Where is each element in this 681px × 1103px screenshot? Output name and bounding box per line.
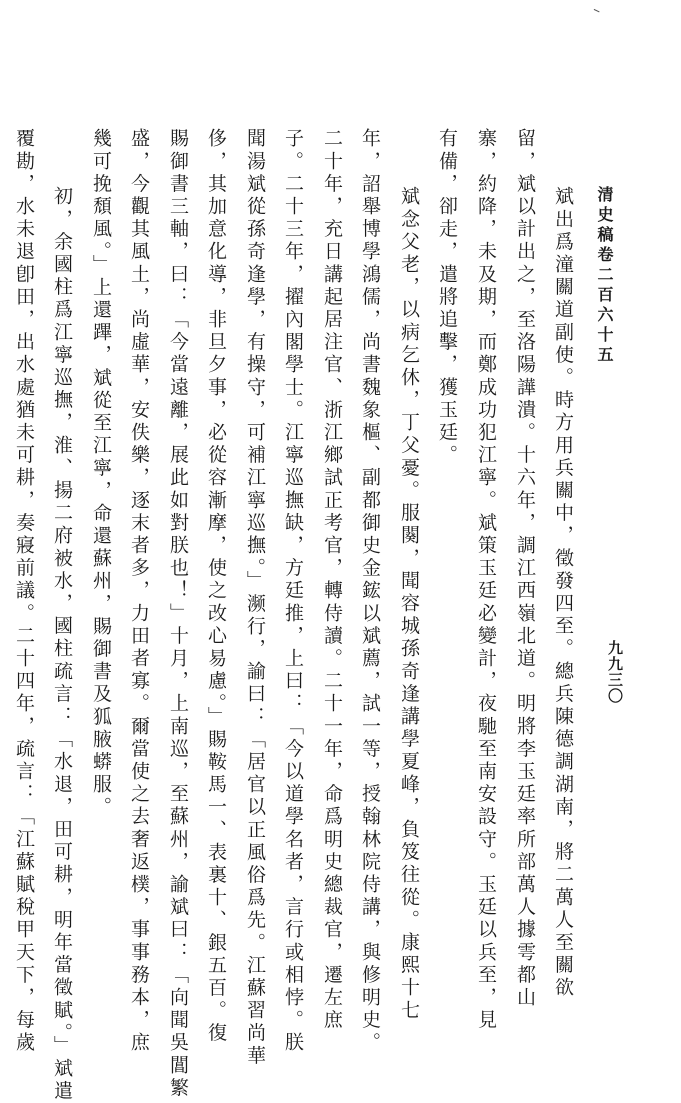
text-column-10: 侈，其加意化導，非旦夕事，必從容漸摩，使之改心易慮。」賜鞍馬一、表裏十、銀五百。復 bbox=[205, 128, 227, 1046]
text-column-8: 子。二十三年，擢內閣學士。江寧巡撫缺，方廷推，上曰：「今以道學名者，言行或相悖。朕 bbox=[282, 128, 304, 1055]
text-column-6: 年，詔舉博學鴻儒，尚書魏象樞、副都御史金鋐以斌薦，試一等，授翰林院侍講，與修明史。 bbox=[359, 128, 381, 1055]
running-title: 清史稿卷二百六十五 bbox=[595, 186, 614, 366]
text-column-12: 盛，今觀其風土，尚虛華，安佚樂，逐末者多，力田者寡。爾當使之去奢返樸，事事務本，庶 bbox=[128, 128, 150, 1055]
text-column-9: 聞湯斌從孫奇逢學，有操守，可補江寧巡撫。」濒行，諭曰：「居官以正風俗爲先。江蘇習尚華 bbox=[244, 128, 266, 1068]
text-column-1: 斌出爲潼關道副使。時方用兵關中，徵發四至。總兵陳德調湖南，將二萬人至關欲 bbox=[552, 186, 574, 1000]
text-column-13: 幾可挽頹風。」上還蹕，斌從至江寧，命還蘇州，賜御書及狐腋蟒服。 bbox=[90, 128, 112, 820]
text-column-2: 留，斌以計出之，至洛陽譁潰。十六年，調江西嶺北道。明將李玉廷率所部萬人據雩都山 bbox=[514, 128, 536, 1010]
scan-mark bbox=[592, 9, 599, 15]
text-column-11: 賜御書三軸，曰：「今當遠離，展此如對朕也！」十月，上南巡，至蘇州，諭斌曰：「向聞吳閶繁 bbox=[167, 128, 189, 1100]
text-column-15: 覆勘，水未退卽田，出水處猶未可耕，奏寢前議。二十四年，疏言：「江蘇賦稅甲天下，每歲 bbox=[13, 128, 35, 1055]
text-column-14: 初，余國柱爲江寧巡撫，淮、揚二府被水，國柱疏言：「水退，田可耕，明年當徵賦。」斌遣 bbox=[51, 186, 73, 1103]
text-column-7: 二十年，充日講起居注官、浙江鄉試正考官，轉侍讀。二十一年，命爲明史總裁官，遷左庶 bbox=[321, 128, 343, 1032]
text-column-5: 斌念父老，以病乞休，丁父憂。服闋，聞容城孫奇逢講學夏峰，負笈往從。康熙十七 bbox=[398, 186, 420, 1023]
page-number: 九九三〇 bbox=[606, 640, 624, 704]
text-column-3: 寨，約降，未及期，而鄭成功犯江寧。斌策玉廷必變計，夜馳至南安設守。玉廷以兵至，見 bbox=[475, 128, 497, 1032]
text-column-4: 有備，卻走，遣將追擊，獲玉廷。 bbox=[436, 128, 458, 467]
